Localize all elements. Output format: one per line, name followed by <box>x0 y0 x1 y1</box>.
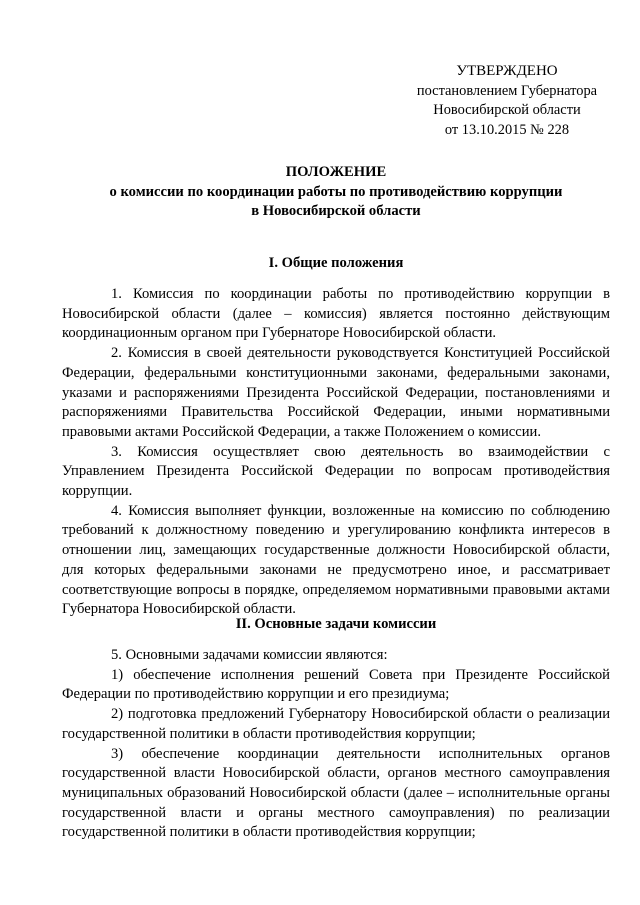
paragraph: 3. Комиссия осуществляет свою деятельность во взаимодействии с Управлением Президента Российской Федерации по вопросам противодействия коррупции. <box>62 443 610 500</box>
paragraph: 4. Комиссия выполняет функции, возложенные на комиссию по соблюдению требований к должностному поведению и урегулированию конфликта интересов в отношении лиц, замещающих государственные должности Новосибирской области, для которых федеральными законами не предусмотрено иное, и рассматривает соответствующие вопросы в порядке, определяемом нормативными правовыми актами Губернатора Новосибирской области. <box>62 502 610 618</box>
document-title <box>62 163 610 222</box>
title-line: ПОЛОЖЕНИЕ <box>285 164 387 180</box>
title-line: в Новосибирской области <box>251 203 421 219</box>
paragraph: 1. Комиссия по координации работы по противодействию коррупции в Новосибирской области (далее – комиссия) является постоянно действующим координационным органом при Губернаторе Новосибирской области. <box>62 286 610 342</box>
approval-date-number: от 13.10.2015 № 228 <box>444 121 570 138</box>
section-body <box>62 285 610 620</box>
approval-heading: УТВЕРЖДЕНО <box>456 63 558 79</box>
approval-line: Новосибирской области <box>433 102 581 118</box>
section-heading: II. Основные задачи комиссии <box>235 616 437 632</box>
section-heading: I. Общие положения <box>268 255 404 271</box>
paragraph: 3) обеспечение координации деятельности исполнительных органов государственной власти Новосибирской области, органов местного самоуправления муниципальных образований Новосибирской области (далее – исполнительные органы государственной власти и органы местного самоуправления) по реализации государственной политики в области противодействия коррупции; <box>62 745 610 841</box>
paragraph: 5. Основными задачами комиссии являются: <box>111 647 388 663</box>
paragraph: 2) подготовка предложений Губернатору Новосибирской области о реализации государственной политики в области противодействия коррупции; <box>62 706 610 742</box>
paragraph: 2. Комиссия в своей деятельности руководствуется Конституцией Российской Федерации, федеральными конституционными законами, федеральными законами, указами и распоряжениями Президента Российской Федерации, постановлениями и распоряжениями Правительства Российской Федерации, иными нормативными правовыми актами Российской Федерации, а также Положением о комиссии. <box>62 345 610 440</box>
approval-stamp <box>407 62 607 140</box>
paragraph: 1) обеспечение исполнения решений Совета при Президенте Российской Федерации по противодействию коррупции и его президиума; <box>62 666 610 703</box>
approval-line: постановлением Губернатора <box>416 82 598 99</box>
section-body <box>62 646 610 843</box>
title-line: о комиссии по координации работы по противодействию коррупции <box>109 183 563 200</box>
